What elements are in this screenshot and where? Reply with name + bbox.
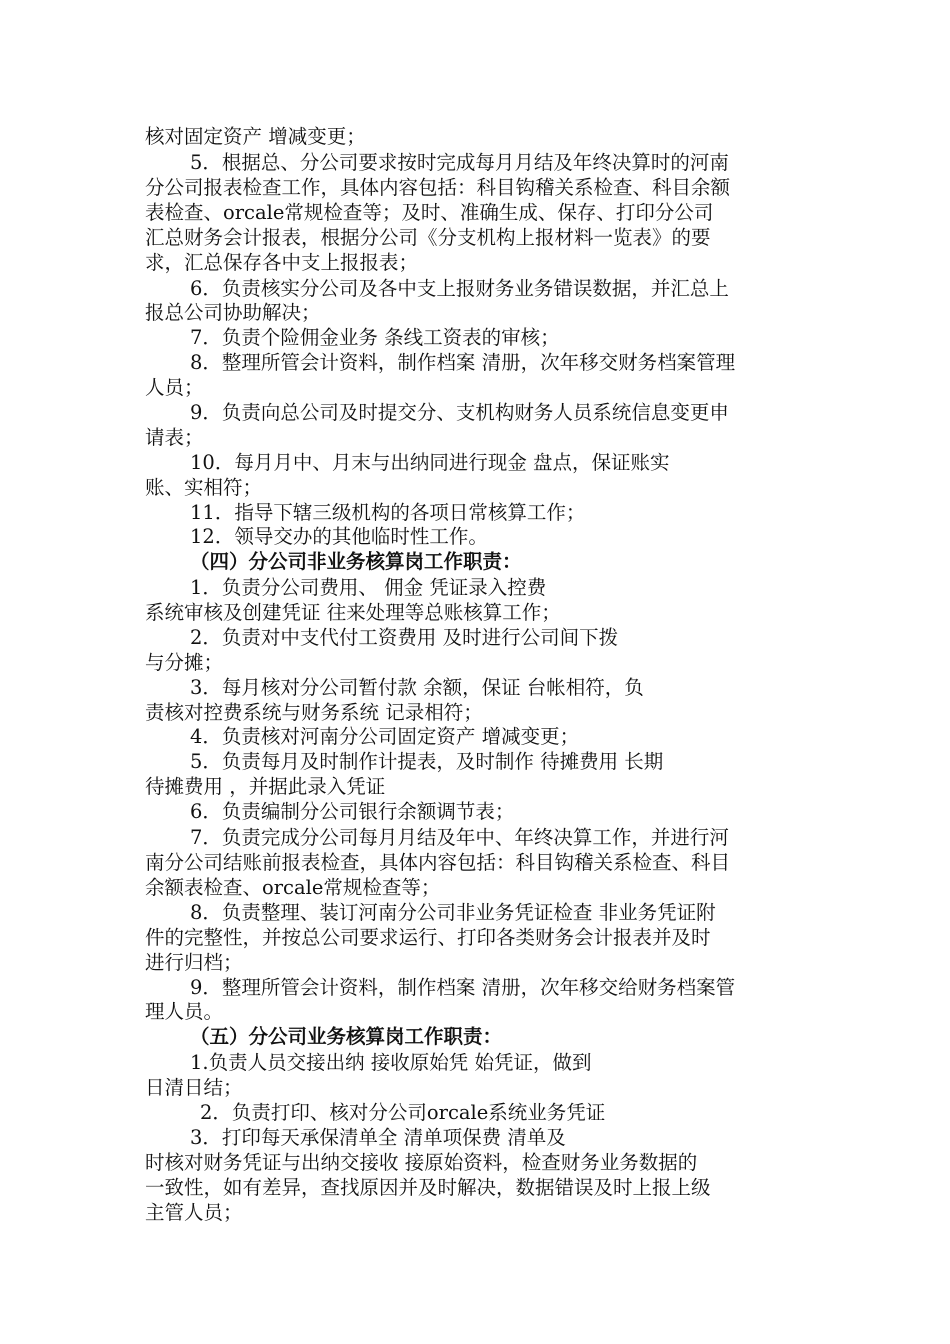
text-line: 1.负责人员交接出纳 接收原始凭 始凭证，做到 (190, 1051, 592, 1074)
text-line: 待摊费用 ，并据此录入凭证 (145, 775, 386, 798)
text-line: 6．负责核实分公司及各中支上报财务业务错误数据，并汇总上 (190, 277, 729, 300)
text-line: 8．整理所管会计资料，制作档案 清册，次年移交财务档案管理 (190, 351, 736, 374)
text-line: 与分摊； (145, 651, 224, 674)
text-line: 5．根据总、分公司要求按时完成每月月结及年终决算时的河南 (190, 151, 729, 174)
text-line: 分公司报表检查工作，具体内容包括：科目钩稽关系检查、科目余额 (145, 176, 731, 199)
text-line: 汇总财务会计报表，根据分公司《分支机构上报材料一览表》的要 (145, 226, 711, 249)
text-line: 2．负责打印、核对分公司orcale系统业务凭证 (200, 1101, 606, 1124)
text-line: 1．负责分公司费用、 佣金 凭证录入控费 (190, 576, 547, 599)
text-line: 9．整理所管会计资料，制作档案 清册，次年移交给财务档案管 (190, 976, 736, 999)
text-line: 11．指导下辖三级机构的各项日常核算工作； (190, 501, 586, 524)
text-line: 余额表检查、orcale常规检查等； (145, 876, 441, 899)
text-line: 核对固定资产 增减变更； (145, 125, 366, 148)
text-line: 表检查、orcale常规检查等；及时、准确生成、保存、打印分公司 (145, 201, 714, 224)
text-line: 2．负责对中支代付工资费用 及时进行公司间下拨 (190, 626, 619, 649)
text-line: 3．打印每天承保清单全 清单项保费 清单及 (190, 1126, 566, 1149)
text-line: 6．负责编制分公司银行余额调节表； (190, 800, 515, 823)
text-line: 报总公司协助解决； (145, 301, 321, 324)
text-line: 求，汇总保存各中支上报报表； (145, 251, 419, 274)
text-line: 请表； (145, 426, 204, 449)
text-line: 主管人员； (145, 1201, 243, 1224)
text-line: 8．负责整理、装订河南分公司非业务凭证检查 非业务凭证附 (190, 901, 716, 924)
text-line: 件的完整性，并按总公司要求运行、打印各类财务会计报表并及时 (145, 926, 711, 949)
text-line: 一致性，如有差异，查找原因并及时解决，数据错误及时上报上级 (145, 1176, 711, 1199)
text-line: 7．负责个险佣金业务 条线工资表的审核； (190, 326, 560, 349)
text-line: 账、实相符； (145, 476, 263, 499)
text-line: 理人员。 (145, 1000, 224, 1023)
text-line: 时核对财务凭证与出纳交接收 接原始资料，检查财务业务数据的 (145, 1151, 698, 1174)
section-heading: （四）分公司非业务核算岗工作职责： (190, 550, 522, 573)
text-line: 7．负责完成分公司每月月结及年中、年终决算工作，并进行河 (190, 826, 729, 849)
text-line: 4．负责核对河南分公司固定资产 增减变更； (190, 725, 580, 748)
text-line: 责核对控费系统与财务系统 记录相符； (145, 701, 483, 724)
text-line: 3．每月核对分公司暂付款 余额，保证 台帐相符，负 (190, 676, 644, 699)
section-heading: （五）分公司业务核算岗工作职责： (190, 1025, 503, 1048)
text-line: 日清日结； (145, 1076, 243, 1099)
text-line: 进行归档； (145, 951, 243, 974)
text-line: 5．负责每月及时制作计提表，及时制作 待摊费用 长期 (190, 750, 664, 773)
text-line: 12．领导交办的其他临时性工作。 (190, 525, 488, 548)
text-line: 南分公司结账前报表检查，具体内容包括：科目钩稽关系检查、科目 (145, 851, 731, 874)
text-line: 系统审核及创建凭证 往来处理等总账核算工作； (145, 601, 561, 624)
text-line: 10．每月月中、月末与出纳同进行现金 盘点，保证账实 (190, 451, 670, 474)
text-line: 人员； (145, 376, 204, 399)
text-line: 9．负责向总公司及时提交分、支机构财务人员系统信息变更申 (190, 401, 729, 424)
